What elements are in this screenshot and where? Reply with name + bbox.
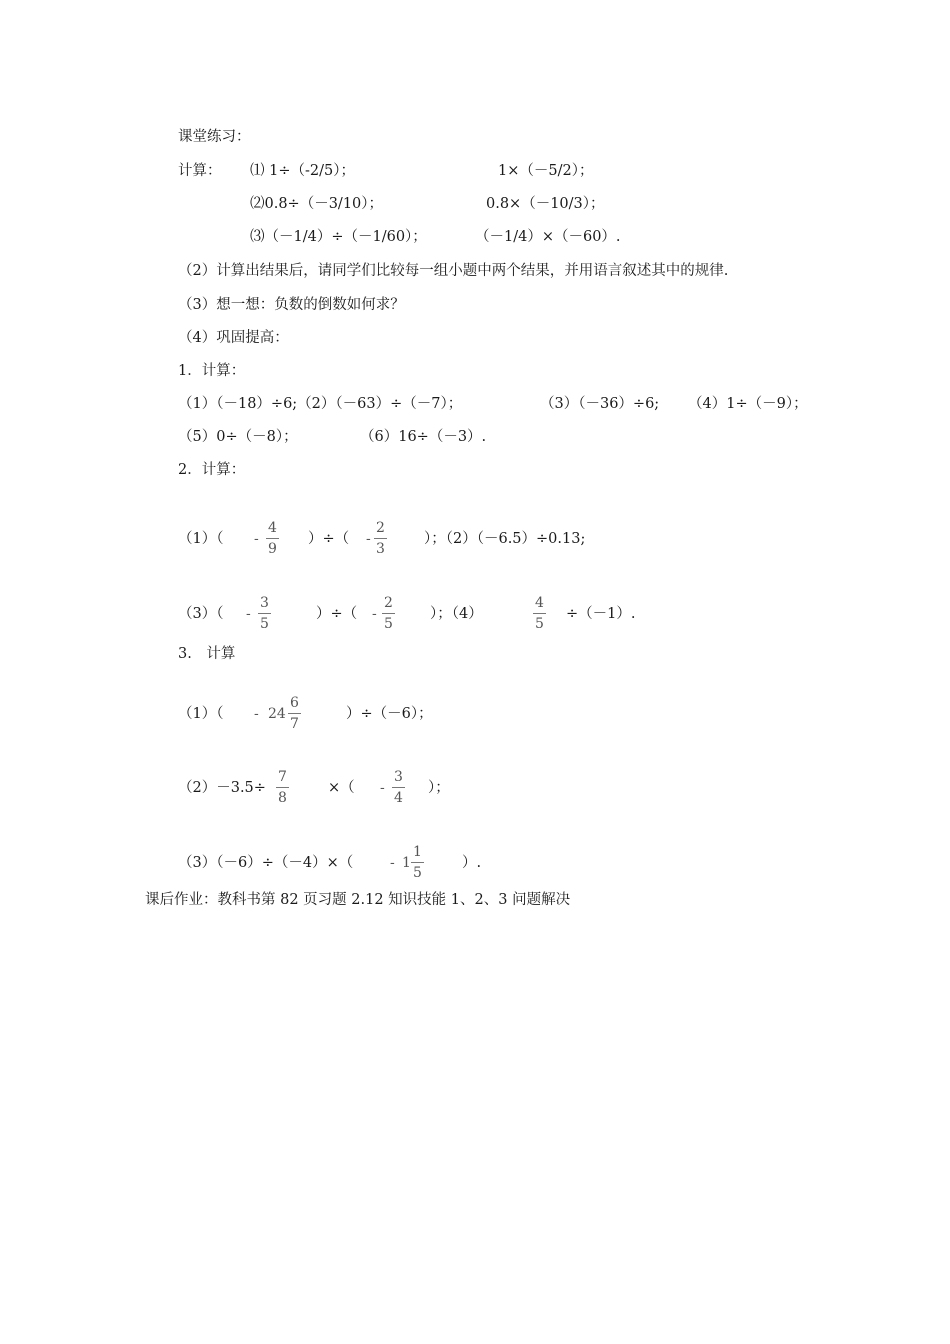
p3-row1-end: ）÷（－6）； xyxy=(346,706,433,722)
fraction-bar xyxy=(374,538,387,539)
fraction-denominator: 9 xyxy=(268,541,277,557)
fraction-denominator: 5 xyxy=(535,616,544,632)
minus-sign: - xyxy=(254,531,259,547)
fraction-numerator: 2 xyxy=(376,520,385,536)
fraction-7-8 xyxy=(276,769,289,806)
fraction-bar xyxy=(411,862,424,863)
p2-row1-label: （1）（ xyxy=(178,531,224,547)
fraction-numerator: 3 xyxy=(394,769,403,785)
minus-sign: - xyxy=(390,855,395,871)
fraction-2-3 xyxy=(374,520,387,557)
p2-row2-end: ）；（4） xyxy=(430,606,483,622)
minus-sign: - xyxy=(246,606,251,622)
fraction-denominator: 3 xyxy=(376,541,385,557)
mixed-number-integer: 1 xyxy=(402,855,411,871)
problem-1-line2-a: （5）0÷（－8）； xyxy=(178,429,298,445)
problem-1-title: 1．计算： xyxy=(178,363,246,379)
fraction-denominator: 5 xyxy=(384,616,393,632)
fraction-4-5 xyxy=(533,595,546,632)
p2-row1-end: ）；（2）（－6.5）÷0.13; xyxy=(424,531,586,547)
homework-line: 课后作业：教科书第 82 页习题 2.12 知识技能 1、2、3 问题解决 xyxy=(145,892,571,908)
problem-1-line2-b: （6）16÷（－3）. xyxy=(360,429,487,445)
ex1-row2-a: ⑵0.8÷（－3/10）； xyxy=(250,196,384,212)
fraction-numerator: 4 xyxy=(535,595,544,611)
p3-row2-end: ）； xyxy=(428,780,450,796)
fraction-denominator: 5 xyxy=(413,865,422,881)
fraction-numerator: 4 xyxy=(268,520,277,536)
fraction-bar xyxy=(258,613,271,614)
question-2: （2）计算出结果后，请同学们比较每一组小题中两个结果，并用语言叙述其中的规律. xyxy=(178,263,729,279)
ex1-row3-a: ⑶（－1/4）÷（－1/60）； xyxy=(250,229,427,245)
fraction-denominator: 8 xyxy=(278,790,287,806)
minus-sign: - xyxy=(254,706,259,722)
minus-sign: - xyxy=(380,780,385,796)
problem-3-title: 3. 计算 xyxy=(178,646,236,662)
p3-row2-label: （2）－3.5÷ xyxy=(178,780,266,796)
p3-row3-label: （3）（－6）÷（－4）×（ xyxy=(178,855,354,871)
fraction-denominator: 4 xyxy=(394,790,403,806)
fraction-numerator: 1 xyxy=(413,844,422,860)
fraction-bar xyxy=(288,713,301,714)
ex1-row1-a: ⑴ 1÷（-2/5）； xyxy=(250,163,355,179)
fraction-denominator: 7 xyxy=(290,716,299,732)
p2-row2-label: （3）（ xyxy=(178,606,224,622)
fraction-4-9 xyxy=(266,520,279,557)
fraction-1-5 xyxy=(411,844,424,881)
question-4: （4）巩固提高： xyxy=(178,330,289,346)
fraction-numerator: 6 xyxy=(290,695,299,711)
fraction-bar xyxy=(392,787,405,788)
section-title: 课堂练习： xyxy=(178,129,251,145)
ex1-row1-b: 1×（－5/2）； xyxy=(498,163,594,179)
minus-sign: - xyxy=(372,606,377,622)
fraction-numerator: 2 xyxy=(384,595,393,611)
fraction-6-7 xyxy=(288,695,301,732)
p2-row2-tail: ÷（－1）. xyxy=(566,606,636,622)
p2-row1-mid: ）÷（ xyxy=(308,531,350,547)
calc-label: 计算： xyxy=(178,163,222,179)
fraction-3-5 xyxy=(258,595,271,632)
problem-2-title: 2．计算： xyxy=(178,462,246,478)
p2-row2-mid: ）÷（ xyxy=(316,606,358,622)
problem-1-line1-b: （3）（－36）÷6; xyxy=(540,396,660,412)
mixed-number-integer: 24 xyxy=(268,706,286,722)
fraction-bar xyxy=(533,613,546,614)
ex1-row3-b: （－1/4）×（－60）. xyxy=(475,229,621,245)
fraction-3-4 xyxy=(392,769,405,806)
fraction-bar xyxy=(276,787,289,788)
problem-1-line1-c: （4）1÷（－9）； xyxy=(688,396,808,412)
fraction-bar xyxy=(382,613,395,614)
fraction-denominator: 5 xyxy=(260,616,269,632)
fraction-2-5 xyxy=(382,595,395,632)
fraction-numerator: 3 xyxy=(260,595,269,611)
problem-1-line1-a: （1）（－18）÷6;（2）（－63）÷（－7）； xyxy=(178,396,463,412)
fraction-numerator: 7 xyxy=(278,769,287,785)
ex1-row2-b: 0.8×（－10/3）； xyxy=(486,196,605,212)
minus-sign: - xyxy=(366,531,371,547)
question-3: （3）想一想：负数的倒数如何求？ xyxy=(178,297,405,313)
p3-row2-mid: ×（ xyxy=(328,780,355,796)
p3-row3-end: ）. xyxy=(462,855,482,871)
fraction-bar xyxy=(266,538,279,539)
p3-row1-label: （1）（ xyxy=(178,706,224,722)
